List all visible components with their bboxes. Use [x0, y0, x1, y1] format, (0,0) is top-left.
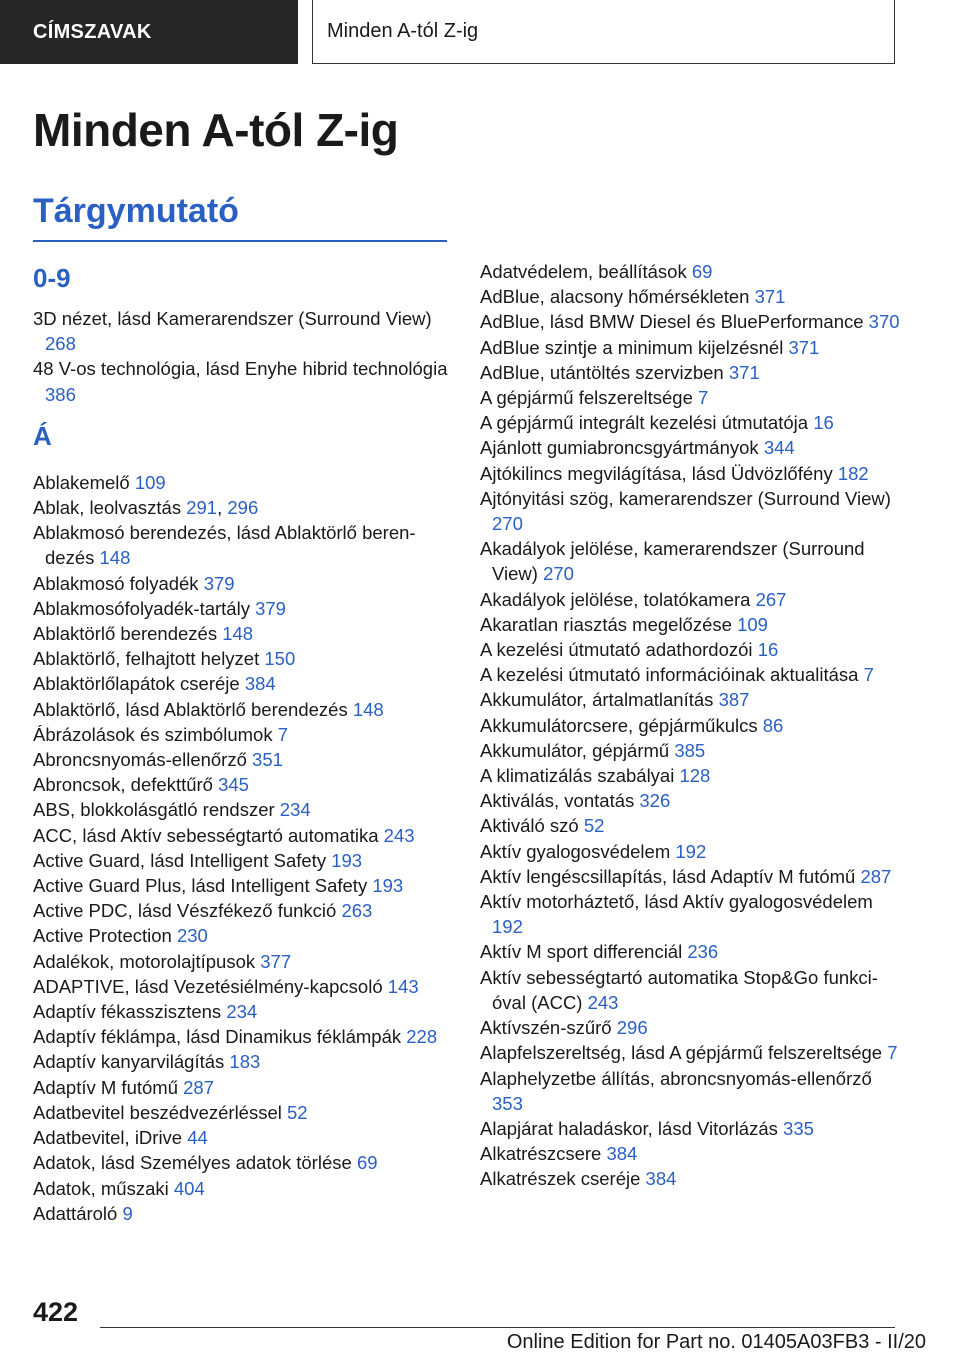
page-reference-link[interactable]: 270 — [492, 513, 523, 535]
index-entry — [33, 747, 453, 772]
index-entry-term: ADAPTIVE, lásd Vezetésiélmény-kapcsoló — [33, 975, 383, 997]
index-entry-term: Adatok, műszaki — [33, 1177, 169, 1199]
index-entry-term: Ablaktörlőlapátok cseréje — [33, 673, 240, 695]
index-entry-term: Aktiváló szó — [480, 815, 579, 837]
page-reference-link[interactable]: 384 — [244, 673, 276, 695]
index-entry-term: Alapjárat haladáskor, lásd Vitorlázás — [480, 1117, 778, 1139]
index-entry — [33, 823, 453, 848]
index-entry — [480, 1166, 900, 1191]
index-entry — [33, 621, 453, 646]
index-entry — [33, 999, 453, 1024]
index-entry — [33, 646, 453, 671]
index-entry — [480, 435, 900, 460]
index-entry-term: Active Guard, lásd Intelligent Safety — [33, 849, 327, 871]
index-column-left — [33, 259, 453, 1226]
index-entry-term: Adaptív kanyarvilágítás — [33, 1051, 225, 1073]
index-entry — [480, 939, 900, 964]
index-entry-term: Adaptív M futómű — [33, 1076, 178, 1098]
index-entry-term: Ablakmosófolyadék-tartály — [33, 597, 250, 619]
index-entry-term: Abroncsnyomás-ellenőrző — [33, 749, 247, 771]
index-entry — [480, 612, 900, 637]
index-entry — [480, 662, 900, 687]
chapter-tab-label: Minden A-tól Z-ig — [327, 20, 479, 42]
page-reference-link[interactable]: 148 — [222, 623, 254, 645]
index-entry — [33, 974, 453, 999]
page-reference-link[interactable]: 128 — [679, 765, 711, 787]
index-entry — [480, 309, 900, 334]
index-entry — [33, 1176, 453, 1201]
index-entry-term: AdBlue, lásd BMW Diesel és BluePerformance — [480, 311, 864, 333]
index-entry — [480, 1015, 900, 1040]
index-entry-term: Adatbevitel beszédvezérléssel — [33, 1101, 282, 1123]
page-reference-link[interactable]: 86 — [762, 714, 784, 736]
page-reference-link[interactable]: 385 — [674, 739, 706, 761]
index-entry — [480, 1040, 900, 1065]
index-entry-term: AdBlue szintje a minimum kijelzésnél — [480, 336, 784, 358]
index-letter-heading: Á — [33, 420, 52, 451]
index-entry-term: Akkumulátor, gépjármű — [480, 739, 670, 761]
index-entry-term: Ablakemelő — [33, 471, 130, 493]
index-entry — [480, 889, 900, 939]
index-entry — [33, 722, 453, 747]
index-entry — [33, 671, 453, 696]
index-entry — [480, 284, 900, 309]
index-entry — [480, 259, 900, 284]
page-reference-link[interactable]: 69 — [356, 1152, 378, 1174]
index-entry-term: Ábrázolások és szimbólumok — [33, 723, 273, 745]
index-entry — [480, 637, 900, 662]
index-entry — [33, 306, 453, 356]
footer-divider — [100, 1327, 895, 1328]
index-entry — [480, 410, 900, 435]
page-reference-link[interactable]: 7 — [277, 723, 289, 745]
section-tab — [0, 0, 298, 64]
index-entry-term: Adatbevitel, iDrive — [33, 1127, 183, 1149]
index-entry — [33, 1075, 453, 1100]
index-entry-term: Ablaktörlő, felhajtott helyzet — [33, 648, 260, 670]
page-reference-link[interactable]: 384 — [606, 1143, 638, 1165]
index-entry — [33, 797, 453, 822]
index-entry-term: Adalékok, motorolajtípusok — [33, 950, 256, 972]
page-reference-link[interactable]: 148 — [99, 547, 131, 569]
page-reference-link[interactable]: 291 — [186, 497, 218, 519]
page-reference-link[interactable]: 193 — [372, 875, 404, 897]
page-reference-link[interactable]: 143 — [387, 975, 419, 997]
page-reference-link[interactable]: 228 — [406, 1026, 438, 1048]
index-entry-term: Aktív gyalogosvédelem — [480, 840, 671, 862]
index-entry — [33, 1024, 453, 1049]
index-entry-term: Aktiválás, vontatás — [480, 790, 635, 812]
index-entry-term: A gépjármű felszereltsége — [480, 387, 693, 409]
index-entry-term: Alaphelyzetbe állítás, abroncsnyomás-ellenőrző — [480, 1067, 872, 1089]
page-reference-link[interactable]: 243 — [383, 824, 415, 846]
page-reference-link[interactable]: 182 — [837, 462, 869, 484]
section-tab-label: CÍMSZAVAK — [33, 20, 152, 43]
page-reference-link[interactable]: 344 — [763, 437, 795, 459]
index-entry — [480, 864, 900, 889]
page-reference-link[interactable]: 379 — [255, 597, 286, 619]
index-letter-heading: 0-9 — [33, 263, 71, 293]
page-reference-link[interactable]: 150 — [264, 648, 296, 670]
index-entry-term: Adatok, lásd Személyes adatok törlése — [33, 1152, 352, 1174]
index-entry-term: Adaptív féklámpa, lásd Dinamikus féklámpák — [33, 1026, 402, 1048]
page-reference-link[interactable]: 234 — [279, 799, 311, 821]
page-reference-link[interactable]: 351 — [252, 749, 283, 771]
index-entry — [480, 1116, 900, 1141]
edition-note: Online Edition for Part no. 01405A03FB3 - II/20 — [506, 1331, 926, 1353]
index-entry — [33, 1150, 453, 1175]
index-entry-term: Akkumulátorcsere, gépjárműkulcs — [480, 714, 758, 736]
index-entry — [480, 788, 900, 813]
page-reference-link[interactable]: 52 — [287, 1101, 308, 1123]
index-entry-term: Aktív motorháztető, lásd Aktív gyalogosvédelem — [480, 891, 873, 913]
index-entry-term: Akadályok jelölése, tolatókamera — [480, 588, 751, 610]
index-entry-term: Akkumulátor, ártalmatlanítás — [480, 689, 714, 711]
index-entry-term: Aktív sebességtartó automatika Stop&Go funkcióval (ACC) — [480, 966, 878, 1013]
page-reference-link[interactable]: 16 — [757, 639, 779, 661]
index-entry-term: Akaratlan riasztás megelőzése — [480, 613, 732, 635]
page-reference-link[interactable]: 370 — [868, 311, 900, 333]
index-entry-term: Adatvédelem, beállítások — [480, 261, 687, 282]
index-entry — [33, 772, 453, 797]
index-entry — [480, 1066, 900, 1116]
page-reference-link[interactable]: 404 — [173, 1177, 205, 1199]
page-reference-link[interactable]: 69 — [691, 261, 713, 282]
index-entry-term: Alkatrészek cseréje — [480, 1168, 641, 1190]
index-entry-term: A kezelési útmutató információinak aktualitása — [480, 664, 859, 686]
index-entry — [33, 520, 453, 570]
index-entry — [480, 461, 900, 486]
page-reference-link[interactable]: 296 — [227, 497, 259, 519]
page-reference-link[interactable]: 230 — [176, 925, 208, 947]
index-entry — [480, 536, 900, 586]
index-entry-term: AdBlue, alacsony hőmérsékleten — [480, 286, 750, 308]
page-reference-link[interactable]: 287 — [860, 865, 892, 887]
index-entry — [480, 738, 900, 763]
index-entry-term: Adattároló — [33, 1202, 118, 1224]
index-entry-term: Adaptív fékasszisztens — [33, 1001, 222, 1023]
index-entry-term: Alkatrészcsere — [480, 1143, 602, 1165]
index-entry: Ablak, leolvasztás 291, 296 — [33, 497, 259, 519]
index-entry — [33, 470, 453, 495]
index-entry — [480, 360, 900, 385]
page-reference-link[interactable]: 387 — [718, 689, 750, 711]
page-reference-link[interactable]: 267 — [755, 588, 787, 610]
index-entry — [33, 596, 453, 621]
index-entry — [480, 687, 900, 712]
page-reference-link[interactable]: 371 — [754, 286, 786, 308]
index-entry-term: Active Guard Plus, lásd Intelligent Safety — [33, 875, 368, 897]
page-number: 422 — [33, 1297, 79, 1327]
index-entry-term: Active PDC, lásd Vészfékező funkció — [33, 900, 337, 922]
page-reference-link[interactable]: 236 — [687, 941, 719, 963]
index-entry — [33, 1100, 453, 1125]
page-reference-link[interactable]: 326 — [639, 790, 671, 812]
page-reference-link[interactable]: 386 — [45, 383, 76, 405]
index-entry-term: Ajánlott gumiabroncsgyártmányok — [480, 437, 759, 459]
page-reference-link[interactable]: 287 — [183, 1076, 214, 1098]
index-entry-term: Ablak, leolvasztás — [33, 497, 182, 519]
page-reference-link[interactable]: 192 — [675, 840, 707, 862]
page-reference-link[interactable]: 296 — [616, 1017, 648, 1039]
index-entry-term: Ablakmosó folyadék — [33, 572, 199, 594]
index-entry-term: Aktív lengéscsillapítás, lásd Adaptív M futómű — [480, 865, 856, 887]
index-entry-term: Abroncsok, defekttűrő — [33, 774, 213, 796]
index-column-right — [480, 259, 900, 1192]
page-reference-link[interactable]: 192 — [492, 916, 523, 938]
page-reference-link[interactable]: 52 — [583, 815, 605, 837]
index-entry — [33, 898, 453, 923]
index-entry — [33, 848, 453, 873]
index-entry-term: Akadályok jelölése, kamerarendszer (Surround View) — [480, 538, 865, 585]
index-entry-term: Ablakmosó berendezés, lásd Ablaktörlő berendezés — [33, 522, 416, 569]
page-reference-link[interactable]: 353 — [492, 1092, 523, 1114]
index-entry-term: A klimatizálás szabályai — [480, 765, 675, 787]
index-entry-term: Aktív M sport differenciál — [480, 941, 683, 963]
index-entry-term: Ablaktörlő berendezés — [33, 623, 218, 645]
index-entry — [33, 873, 453, 898]
index-entry-term: Ablaktörlő, lásd Ablaktörlő berendezés — [33, 698, 348, 720]
page-reference-link[interactable]: 183 — [229, 1051, 261, 1073]
section-title: Tárgymutató — [33, 192, 239, 230]
index-entry-term: A kezelési útmutató adathordozói — [480, 639, 753, 661]
index-entry-term: Aktívszén-szűrő — [480, 1017, 612, 1039]
page-reference-link[interactable]: 16 — [813, 412, 834, 434]
page-reference-link[interactable]: 9 — [122, 1202, 133, 1224]
page-reference-link[interactable]: 109 — [737, 613, 768, 635]
index-entry — [33, 1201, 453, 1226]
index-entry-term: 48 V-os technológia, lásd Enyhe hibrid technológia — [33, 358, 448, 380]
index-entry — [480, 587, 900, 612]
index-entry — [480, 713, 900, 738]
page-reference-link[interactable]: 44 — [187, 1127, 208, 1149]
page-reference-link[interactable]: 193 — [331, 849, 363, 871]
page-reference-link[interactable]: 7 — [698, 387, 709, 409]
index-entry — [33, 923, 453, 948]
page-reference-link[interactable]: 379 — [203, 572, 235, 594]
page-reference-link[interactable]: 270 — [543, 563, 574, 585]
index-entry — [33, 1049, 453, 1074]
index-entry-term: ACC, lásd Aktív sebességtartó automatika — [33, 824, 379, 846]
index-entry — [480, 1141, 900, 1166]
page-reference-link[interactable]: 109 — [134, 471, 166, 493]
chapter-tab — [312, 0, 895, 64]
index-entry — [480, 486, 900, 536]
index-entry — [33, 571, 453, 596]
page-title: Minden A-tól Z-ig — [33, 104, 399, 156]
page-reference-link[interactable]: 377 — [260, 950, 292, 972]
page-reference-link[interactable]: 371 — [728, 361, 760, 383]
index-entry — [480, 335, 900, 360]
index-entry — [33, 1125, 453, 1150]
index-entry-term: Ajtókilincs megvilágítása, lásd Üdvözlőfény — [480, 462, 833, 484]
index-entry — [480, 965, 900, 1015]
index-entry — [33, 697, 453, 722]
index-entry-term: A gépjármű integrált kezelési útmutatója — [480, 412, 809, 434]
page-reference-link[interactable]: 243 — [587, 991, 619, 1013]
section-divider — [33, 240, 447, 242]
index-entry-term: ABS, blokkolásgátló rendszer — [33, 799, 275, 821]
index-entry-term: AdBlue, utántöltés szervizben — [480, 361, 724, 383]
page-reference-link[interactable]: 148 — [352, 698, 384, 720]
index-entry — [480, 385, 900, 410]
page-reference-link[interactable]: 384 — [645, 1168, 677, 1190]
index-entry — [480, 839, 900, 864]
index-entry-term: Active Protection — [33, 925, 172, 947]
index-entry-term: Alapfelszereltség, lásd A gépjármű felszereltsége — [480, 1042, 883, 1064]
index-entry — [33, 949, 453, 974]
page-reference-link[interactable]: 7 — [887, 1042, 898, 1064]
page-reference-link[interactable]: 335 — [783, 1117, 814, 1139]
page-reference-link[interactable]: 345 — [218, 774, 249, 796]
index-entry-term: Ajtónyitási szög, kamerarendszer (Surround View) — [480, 487, 891, 509]
page-reference-link[interactable]: 263 — [341, 900, 373, 922]
page-reference-link[interactable]: 268 — [45, 333, 76, 355]
page-reference-link[interactable]: 234 — [226, 1001, 258, 1023]
index-entry — [480, 813, 900, 838]
page-reference-link[interactable]: 7 — [863, 664, 874, 686]
page-reference-link[interactable]: 371 — [788, 336, 820, 358]
index-entry — [480, 763, 900, 788]
index-entry-term: 3D nézet, lásd Kamerarendszer (Surround View) — [33, 308, 432, 329]
index-entry — [33, 356, 453, 406]
